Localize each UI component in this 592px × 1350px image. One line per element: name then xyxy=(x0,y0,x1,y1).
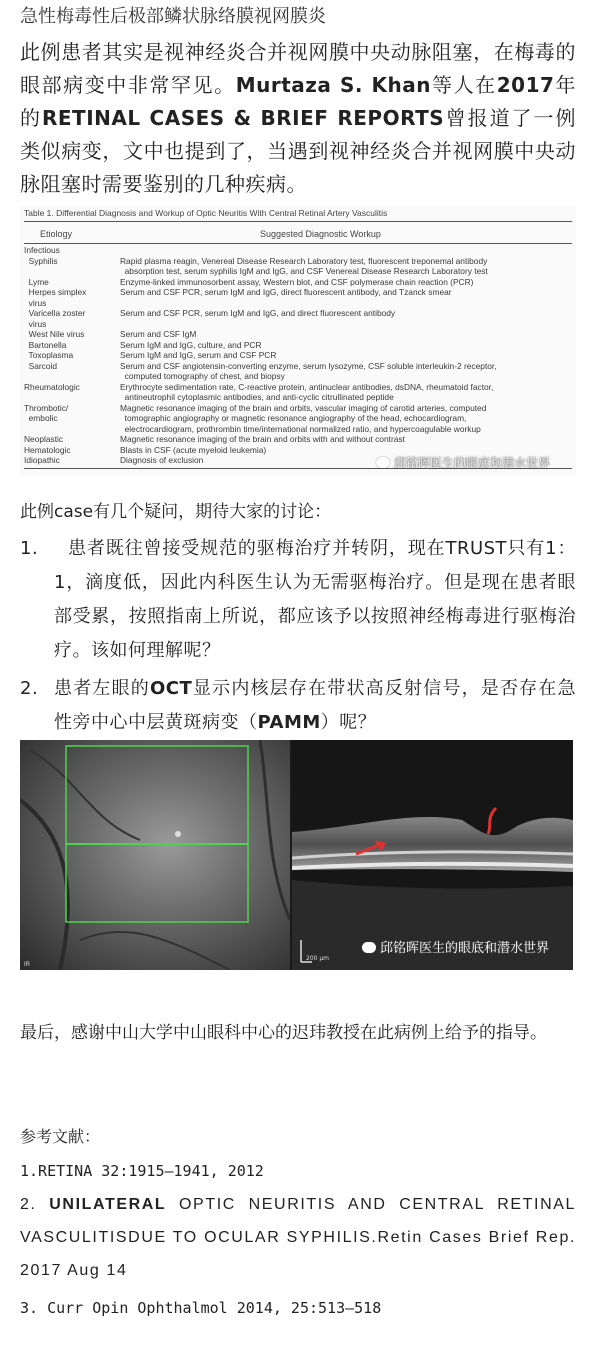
oct-watermark xyxy=(362,937,549,956)
differential-diagnosis-table-image xyxy=(20,206,576,476)
table-cell-workup: Diagnosis of exclusion xyxy=(120,455,204,465)
reference-3: 3. Curr Opin Ophthalmol 2014, 25:513–518 xyxy=(20,1299,382,1317)
fundus-image xyxy=(20,740,290,970)
intro-text-4: 曾报道了一例类似病变，文中也提到了，当遇到视神经炎合并视网膜中央动脉阻塞时需要鉴别的几种疾病。 xyxy=(20,106,577,196)
oct-bscan xyxy=(292,740,573,970)
intro-author: Murtaza S. Khan xyxy=(235,73,431,97)
intro-journal: RETINAL CASES & BRIEF REPORTS xyxy=(41,106,445,130)
question-2 xyxy=(20,672,576,740)
question-2-post: ）呢？ xyxy=(320,712,377,733)
scan-region-box xyxy=(66,746,248,922)
question-2-number: 2. xyxy=(20,678,39,699)
svg-text:IR: IR xyxy=(24,962,30,968)
table-cell-etiology: Thrombotic/ xyxy=(24,402,69,413)
table-cell-etiology: West Nile virus xyxy=(24,329,85,339)
table-cell-workup: Magnetic resonance imaging of the brain and orbits with and without contrast xyxy=(120,434,405,444)
question-2-oct: OCT xyxy=(149,678,193,699)
reference-2 xyxy=(20,1188,576,1287)
references-heading: 参考文献： xyxy=(20,1127,101,1146)
question-1 xyxy=(20,532,576,668)
table-cell-etiology: Sarcoid xyxy=(24,360,58,371)
table-cell-workup: Serum and CSF IgM xyxy=(120,329,197,339)
table-cell-etiology: Lyme xyxy=(24,276,49,287)
fundus-overlay xyxy=(20,740,290,970)
reference-1: 1.RETINA 32:1915–1941, 2012 xyxy=(20,1162,264,1180)
table-cell-workup: Serum and CSF angiotensin-converting enzyme, serum lysozyme, CSF soluble interleukin-2 receptor, xyxy=(120,360,497,371)
questions-intro: 此例case有几个疑问，期待大家的讨论： xyxy=(20,502,332,522)
reference-2-bold: UNILATERAL xyxy=(49,1196,167,1213)
table-cell-etiology: Rheumatologic xyxy=(24,381,80,392)
scale-bar-label: 200 µm xyxy=(306,955,330,962)
table-caption: Table 1. Differential Diagnosis and Workup of Optic Neuritis With Central Retinal Artery Vasculitis xyxy=(24,208,388,218)
table-cell-etiology: Hematologic xyxy=(24,444,71,455)
oct-image xyxy=(20,740,573,970)
table-cell-etiology: Bartonella xyxy=(24,339,67,350)
question-1-number: 1. xyxy=(20,538,39,559)
table-cell-workup: Serum IgM and IgG, serum and CSF PCR xyxy=(120,350,277,360)
table-header-workup: Suggested Diagnostic Workup xyxy=(260,229,381,239)
table-header-etiology: Etiology xyxy=(40,229,73,239)
intro-text-1: 此例患者其实是视神经炎合并视网膜中央动脉阻塞，在梅毒的眼部病变中非常罕见。 xyxy=(20,40,576,97)
intro-text-3: 年的 xyxy=(20,73,577,130)
table-cell-workup: Enzyme-linked immunosorbent assay, Western blot, and CSF polymerase chain reaction (PCR) xyxy=(120,276,474,287)
oct-watermark-text: 邱铭晖医生的眼底和潜水世界 xyxy=(380,941,550,956)
table-cell-workup: Blasts in CSF (acute myeloid leukemia) xyxy=(120,444,267,455)
question-2-pamm: PAMM xyxy=(257,712,321,733)
table-cell-etiology: Idiopathic xyxy=(24,455,60,465)
table-cell-workup: Magnetic resonance imaging of the brain and orbits, vascular imaging of carotid arteries, computed xyxy=(120,402,487,413)
acknowledgement: 最后，感谢中山大学中山眼科中心的迟玮教授在此病例上给予的指导。 xyxy=(20,1023,547,1043)
table-cell-workup: Rapid plasma reagin, Venereal Disease Research Laboratory test, fluorescent treponemal antibody xyxy=(120,255,488,266)
wechat-icon xyxy=(362,942,376,953)
question-2-text xyxy=(54,672,576,740)
bscan-overlay xyxy=(292,740,573,970)
table-cell-workup: computed tomography of chest, and biopsy xyxy=(120,371,285,381)
question-1-text: 患者既往曾接受规范的驱梅治疗并转阴，现在TRUST只有1：1，滴度低，因此内科医生认为无需驱梅治疗。但是现在患者眼部受累，按照指南上所说，都应该予以按照神经梅毒进行驱梅治疗。该如何理解呢？ xyxy=(54,538,576,661)
table-watermark-text: 邱铭晖医生的眼底和潜水世界 xyxy=(394,456,551,470)
table-cell-workup: absorption test, serum syphilis IgM and IgG, and CSF Venereal Disease Research Laboratory test xyxy=(120,266,488,276)
table-cell-etiology: embolic xyxy=(24,413,58,423)
table-cell-workup: electrocardiogram, prothrombin time/international normalized ratio, and hypercoagulable workup xyxy=(120,423,481,434)
table-top-rule xyxy=(24,221,572,222)
table-cell-etiology: Herpes simplex xyxy=(24,287,87,297)
table-watermark xyxy=(376,454,550,471)
question-2-pre: 患者左眼的 xyxy=(54,678,150,699)
table-cell-workup: Serum IgM and IgG, culture, and PCR xyxy=(120,339,262,350)
wechat-icon xyxy=(376,457,390,468)
intro-text-2: 等人在 xyxy=(430,73,497,97)
intro-paragraph xyxy=(20,36,576,201)
arrow-pamm-icon xyxy=(488,808,496,834)
table-cell-etiology: Neoplastic xyxy=(24,434,64,444)
article-title: 急性梅毒性后极部鳞状脉络膜视网膜炎 xyxy=(20,6,326,27)
table-cell-etiology: virus xyxy=(24,318,47,329)
reference-2-number: 2. xyxy=(20,1196,37,1213)
table-cell-etiology: Toxoplasma xyxy=(24,350,74,360)
table-cell-etiology: Syphilis xyxy=(24,255,58,266)
reference-2-text: OPTIC NEURITIS AND CENTRAL RETINAL VASCULITISDUE TO OCULAR SYPHILIS.Retin Cases Brief Rep. 2017 Aug 14 xyxy=(20,1196,576,1279)
table-cell-etiology: Infectious xyxy=(24,245,60,255)
table-cell-workup: Serum and CSF PCR, serum IgM and IgG, direct fluorescent antibody, and Tzanck smear xyxy=(120,287,452,297)
table-cell-etiology: virus xyxy=(24,297,47,308)
table-cell-workup: Serum and CSF PCR, serum IgM and IgG, and direct fluorescent antibody xyxy=(120,308,396,318)
table-cell-workup: tomographic angiography or magnetic resonance angiography of the head, echocardiogram, xyxy=(120,413,467,423)
table-cell-workup: antineutrophil cytoplasmic antibodies, and anti-cyclic citrullinated peptide xyxy=(120,392,394,402)
table-header-rule xyxy=(24,243,572,244)
table-cell-etiology: Varicella zoster xyxy=(24,308,86,318)
question-2-mid: 显示内核层存在带状高反射信号，是否存在急性旁中心中层黄斑病变（ xyxy=(54,678,577,733)
intro-year: 2017 xyxy=(496,73,555,97)
table-cell-workup: Erythrocyte sedimentation rate, C-reactive protein, antinuclear antibodies, dsDNA, rheumatoid factor, xyxy=(120,381,494,392)
